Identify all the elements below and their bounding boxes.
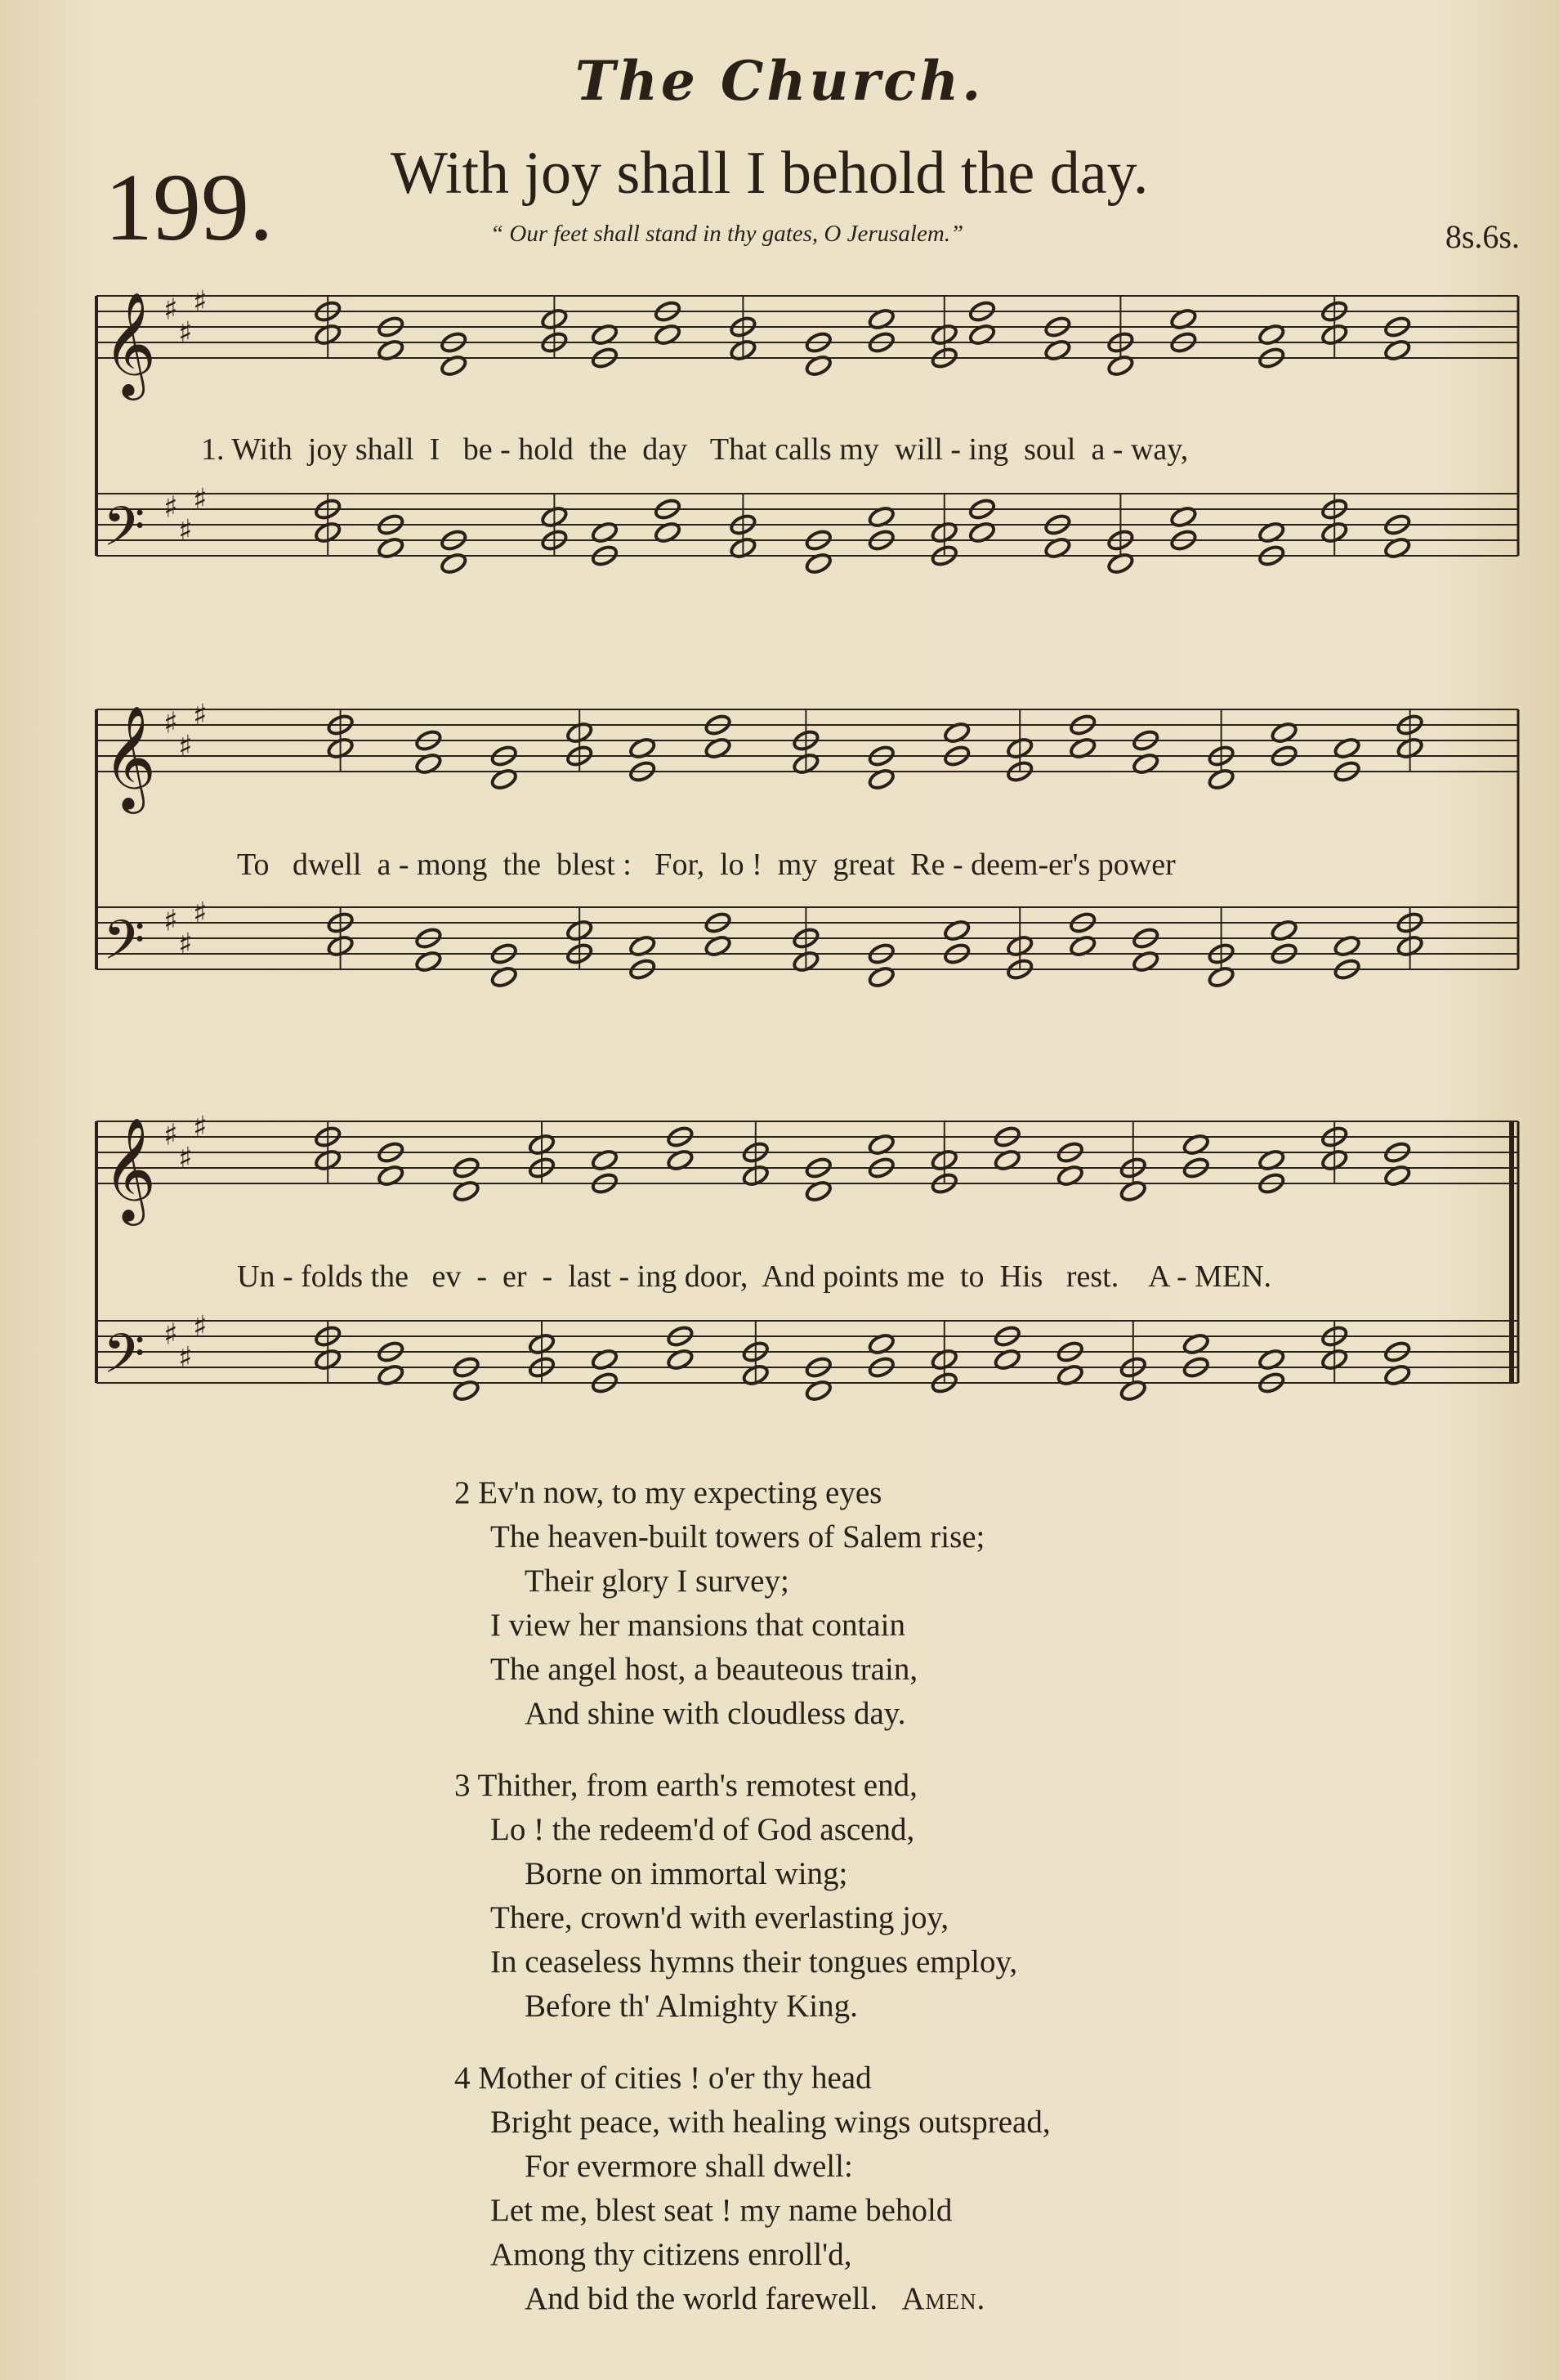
stanza-line: Lo ! the redeem'd of God ascend, xyxy=(490,1812,915,1847)
sharp-icon: ♯ xyxy=(193,699,208,732)
amen-label: Amen. xyxy=(901,2281,986,2316)
sharp-icon: ♯ xyxy=(193,1310,208,1344)
stanza-line: The angel host, a beauteous train, xyxy=(490,1652,918,1687)
hymn-meter: 8s.6s. xyxy=(1445,218,1520,255)
stanza-line: And bid the world farewell. Amen. xyxy=(525,2281,986,2316)
sharp-icon: ♯ xyxy=(163,293,178,327)
hymn-title: With joy shall I behold the day. xyxy=(391,140,1149,207)
stanza-line: The heaven-built towers of Salem rise; xyxy=(490,1519,985,1555)
sharp-icon: ♯ xyxy=(193,897,208,930)
sharp-icon: ♯ xyxy=(178,1341,193,1375)
bass-clef-icon: 𝄢 xyxy=(103,495,145,571)
hymn-number: 199. xyxy=(105,154,274,261)
sharp-icon: ♯ xyxy=(163,1318,178,1352)
sharp-icon: ♯ xyxy=(163,1118,178,1152)
stanza-line: 3 Thither, from earth's remotest end, xyxy=(454,1768,918,1803)
sharp-icon: ♯ xyxy=(193,1111,208,1144)
sharp-icon: ♯ xyxy=(178,730,193,763)
sharp-icon: ♯ xyxy=(178,514,193,548)
sharp-icon: ♯ xyxy=(178,316,193,350)
stanza-line: I view her mansions that contain xyxy=(490,1608,905,1643)
lyric-line-3: Un - folds the ev - er - last - ing door, And points me to His rest. A - MEN. xyxy=(237,1259,1272,1294)
treble-clef-icon: 𝄞 xyxy=(103,1116,157,1221)
stanza-4 xyxy=(454,2056,1271,2321)
treble-clef-icon: 𝄞 xyxy=(103,291,157,396)
stanza-line: Let me, blest seat ! my name behold xyxy=(490,2193,953,2228)
sharp-icon: ♯ xyxy=(193,483,208,517)
stanza-line: Their glory I survey; xyxy=(525,1564,789,1599)
sharp-icon: ♯ xyxy=(163,904,178,938)
stanza-line: In ceaseless hymns their tongues employ, xyxy=(490,1944,1018,1980)
scripture-epigraph: “ Our feet shall stand in thy gates, O Jerusalem.” xyxy=(490,221,964,247)
stanza-line: 2 Ev'n now, to my expecting eyes xyxy=(454,1475,882,1510)
sharp-icon: ♯ xyxy=(178,928,193,961)
stanza-line: There, crown'd with everlasting joy, xyxy=(490,1900,949,1935)
section-heading: The Church. xyxy=(574,49,985,113)
stanza-3 xyxy=(454,1764,1271,2029)
sharp-icon: ♯ xyxy=(163,490,178,525)
bass-clef-icon: 𝄢 xyxy=(103,1322,145,1398)
sharp-icon: ♯ xyxy=(193,285,208,319)
sharp-icon: ♯ xyxy=(178,1142,193,1175)
stanza-line: 4 Mother of cities ! o'er thy head xyxy=(454,2060,872,2096)
stanza-line: Bright peace, with healing wings outspread, xyxy=(490,2105,1051,2140)
stanza-line: And shine with cloudless day. xyxy=(525,1696,906,1731)
stanza-line: Borne on immortal wing; xyxy=(525,1856,848,1891)
sharp-icon: ♯ xyxy=(163,706,178,740)
lyric-line-1: 1. With joy shall I be - hold the day That calls my will - ing soul a - way, xyxy=(201,432,1189,467)
stanza-line: Before th' Almighty King. xyxy=(525,1989,858,2024)
lyric-line-2: To dwell a - mong the blest : For, lo ! my great Re - deem-er's power xyxy=(237,848,1176,882)
stanza-2 xyxy=(454,1471,1271,1736)
treble-clef-icon: 𝄞 xyxy=(103,705,157,809)
verses-block xyxy=(454,1471,1271,2349)
stanza-line: Among thy citizens enroll'd, xyxy=(490,2237,852,2272)
stanza-line: For evermore shall dwell: xyxy=(525,2149,853,2184)
bass-clef-icon: 𝄢 xyxy=(103,909,145,985)
